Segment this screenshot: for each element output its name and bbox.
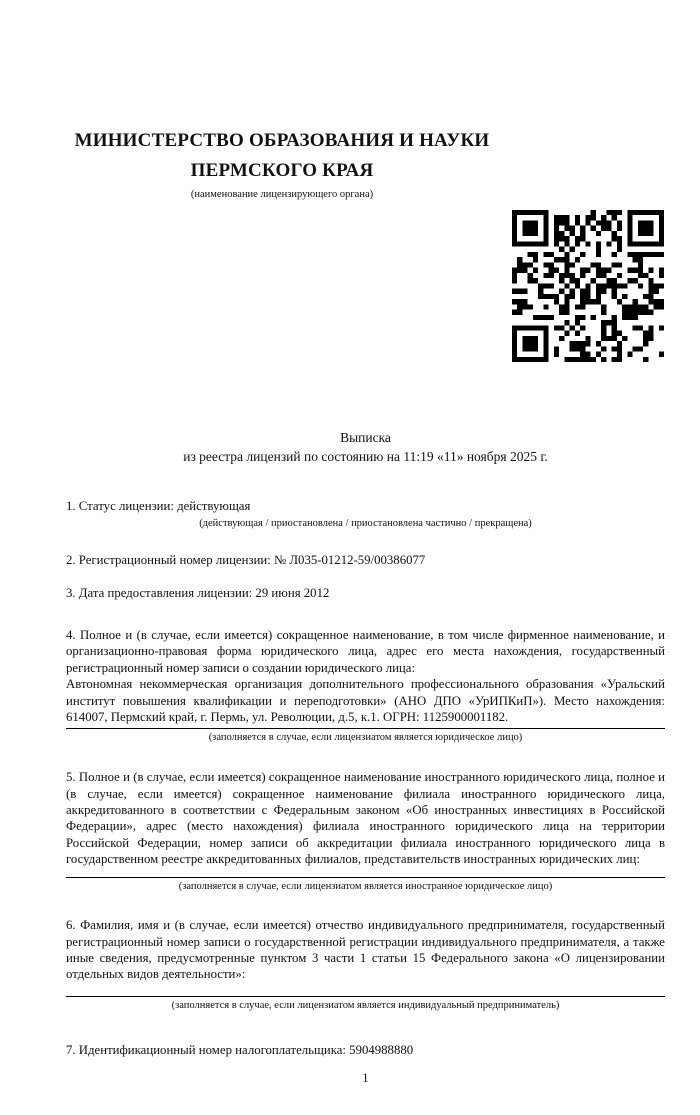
document-title	[66, 429, 665, 466]
foreign-entity-heading: 5. Полное и (в случае, если имеется) сокращенное наименование иностранного юридического лица, полное и (в случае, если имеется) сокращенное наименование филиала иностранного юридического лица, аккредитованного в соответствии с Федеральным законом «Об иностранных инвестициях в Российской Федерации», адрес (место нахождения) филиала иностранного юридического лица на территории Российской Федерации, номер записи об аккредитации филиала иностранного юридического лица в государственном реестре аккредитованных филиалов, представительств иностранных юридических лиц:	[66, 770, 665, 867]
licensing-authority-block	[66, 126, 498, 200]
legal-entity-value: Автономная некоммерческая организация дополнительного профессионального образования «Уральский институт повышения квалификации и переподготовки» (АНО ДПО «УрИПКиП»). Место нахождения: 614007, Пермский край, г. Пермь, ул. Революции, д.5, к.1. ОГРН: 1125900001182.	[66, 677, 665, 725]
foreign-entity-blank-line	[66, 877, 665, 878]
legal-entity-heading: 4. Полное и (в случае, если имеется) сокращенное наименование, в том числе фирменное наименование, и организационно-правовая форма юридического лица, адрес его места нахождения, государственный регистрационный номер записи о создании юридического лица:	[66, 628, 665, 675]
page-number: 1	[362, 1070, 369, 1085]
qr-code	[512, 210, 664, 362]
document-body	[66, 498, 665, 1086]
document-page	[0, 126, 700, 1115]
item-license-status	[66, 498, 665, 530]
registration-number-text: 2. Регистрационный номер лицензии: № Л035-01212-59/00386077	[66, 553, 426, 568]
document-title-line1: Выписка	[340, 430, 391, 445]
item-license-date	[66, 585, 665, 601]
license-status-text: 1. Статус лицензии: действующая	[66, 499, 251, 514]
item-individual-entrepreneur	[66, 917, 665, 1012]
item-foreign-entity	[66, 769, 665, 893]
ministry-name-line2: ПЕРМСКОГО КРАЯ	[190, 160, 374, 182]
document-header	[0, 126, 700, 366]
ministry-name-line1: МИНИСТЕРСТВО ОБРАЗОВАНИЯ И НАУКИ	[74, 130, 490, 151]
entrepreneur-heading: 6. Фамилия, имя и (в случае, если имеется) отчество индивидуального предпринимателя, государственный регистрационный номер записи о государственной регистрации индивидуального предпринимателя, а также иные сведения, предусмотренные пунктом 3 части 1 статьи 15 Федерального закона «О лицензировании отдельных видов деятельности»:	[66, 918, 665, 982]
entrepreneur-blank-line	[66, 996, 665, 997]
authority-caption: (наименование лицензирующего органа)	[190, 189, 374, 201]
item-taxpayer-number	[66, 1042, 665, 1058]
legal-entity-caption: (заполняется в случае, если лицензиатом является юридическое лицо)	[208, 732, 523, 744]
license-date-text: 3. Дата предоставления лицензии: 29 июня 2012	[66, 585, 330, 600]
document-title-line2: из реестра лицензий по состоянию на 11:19 «11» ноября 2025 г.	[183, 448, 548, 464]
legal-entity-underline	[66, 728, 665, 729]
foreign-entity-caption: (заполняется в случае, если лицензиатом является иностранное юридическое лицо)	[178, 880, 553, 892]
item-registration-number	[66, 552, 665, 568]
entrepreneur-caption: (заполняется в случае, если лицензиатом является индивидуальный предприниматель)	[171, 999, 560, 1011]
item-legal-entity	[66, 627, 665, 745]
license-status-caption: (действующая / приостановлена / приостановлена частично / прекращена)	[199, 517, 532, 529]
taxpayer-number-text: 7. Идентификационный номер налогоплательщика: 5904988880	[66, 1043, 414, 1058]
